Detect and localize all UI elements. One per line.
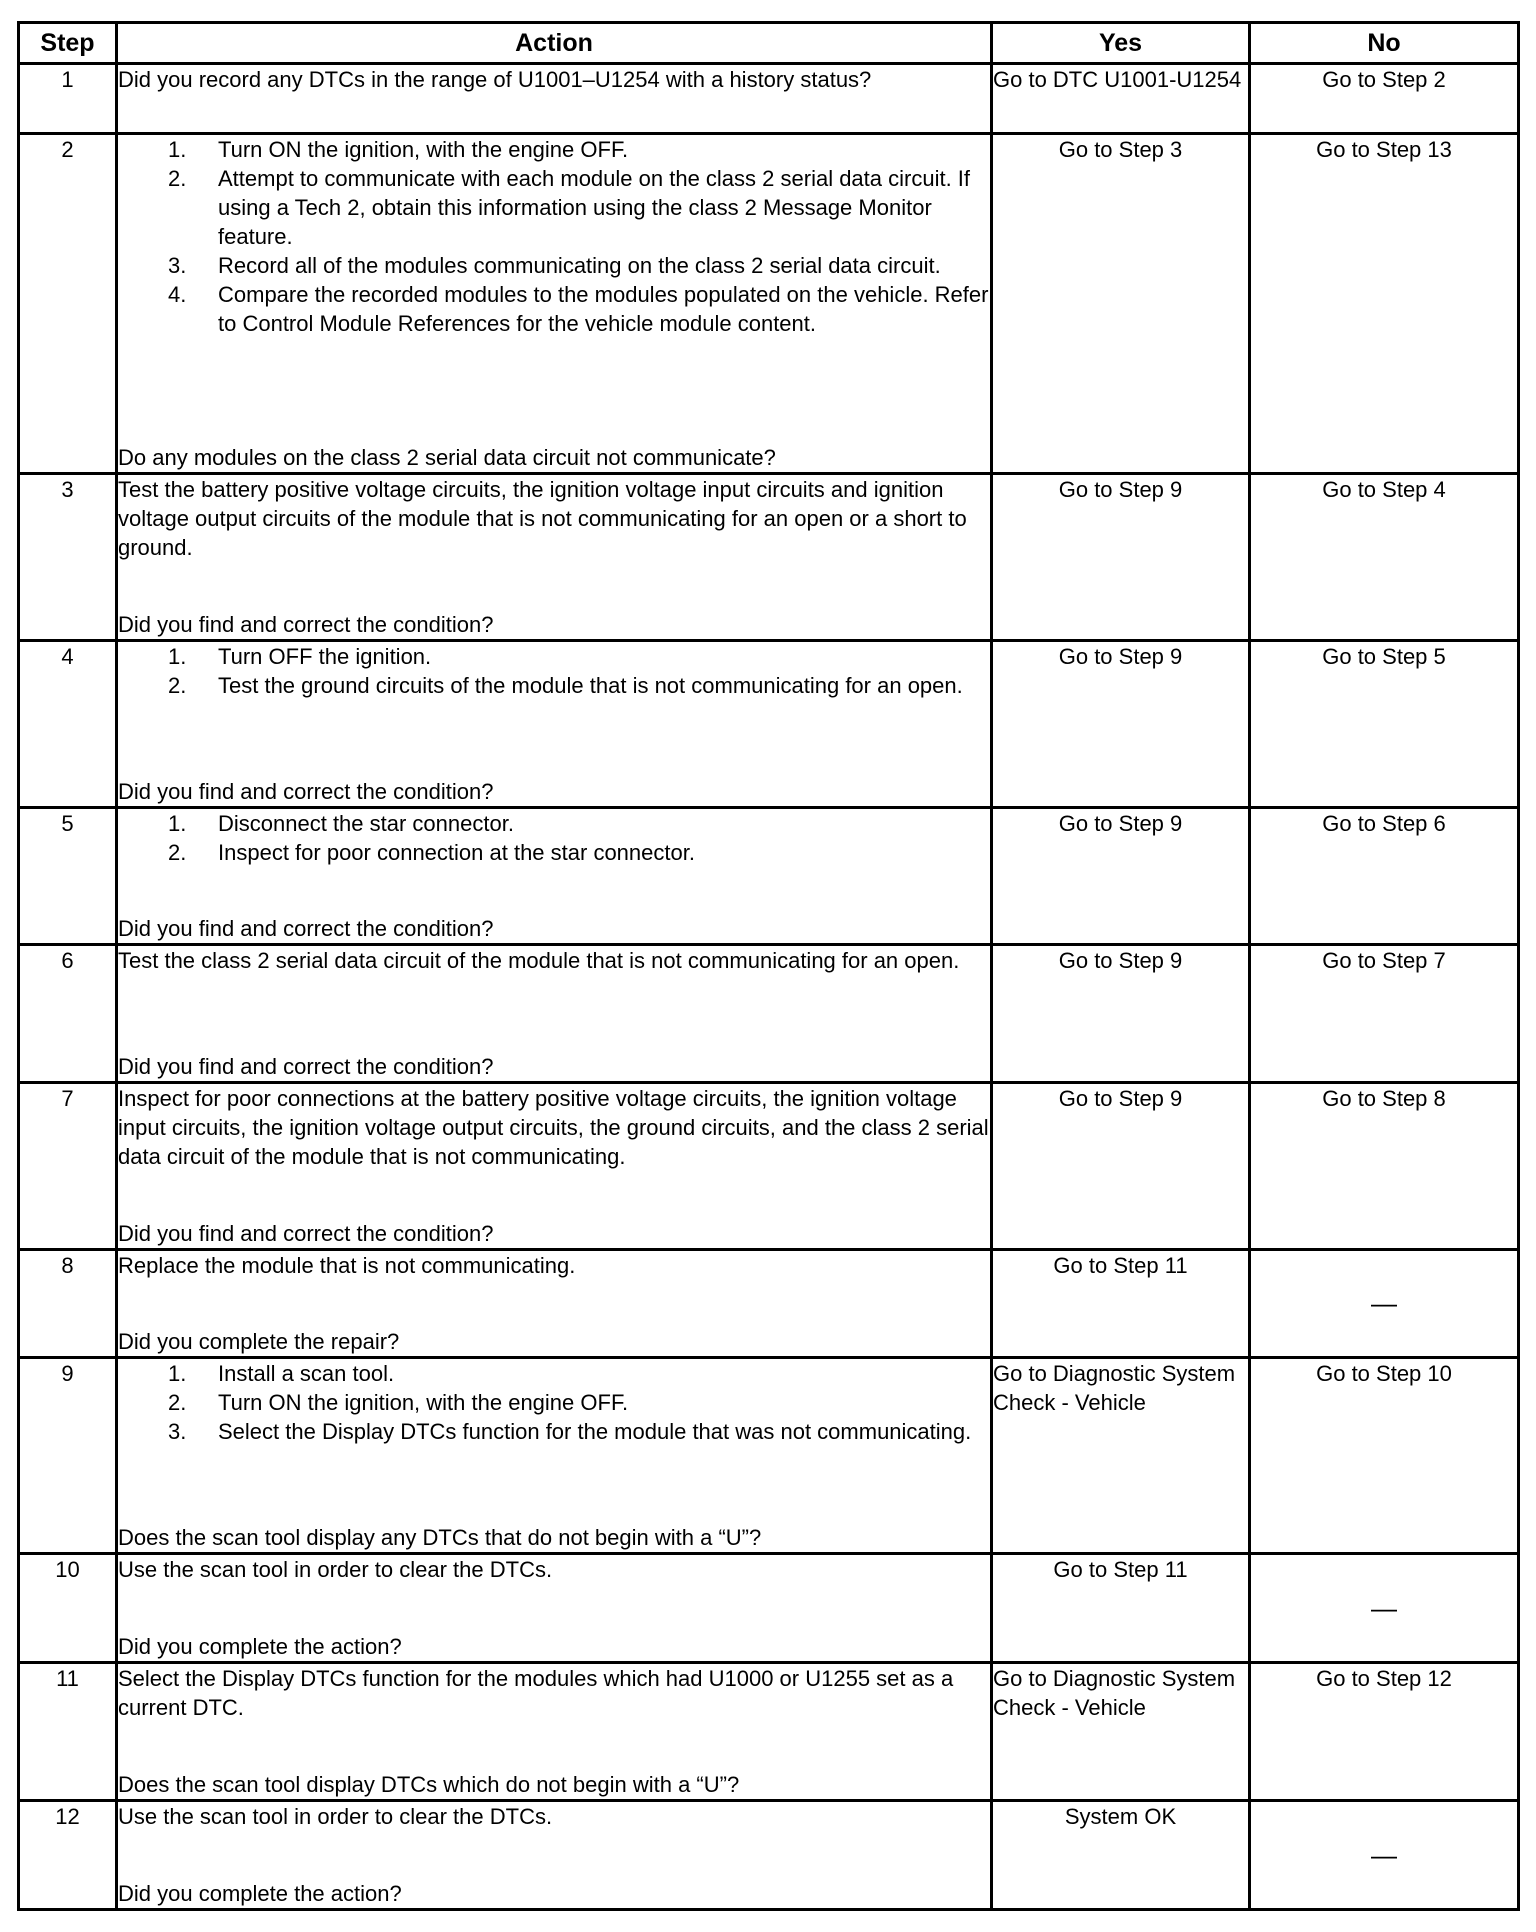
step-number: 12 [19,1801,117,1910]
substep-number: 2. [168,840,187,865]
action-cell [117,1663,992,1801]
substep-number: 3. [168,253,187,278]
substep-text: Turn OFF the ignition. [218,644,432,669]
action-question: Do any modules on the class 2 serial data circuit not communicate? [118,445,776,470]
step-number: 1 [19,64,117,134]
action-question: Did you find and correct the condition? [118,1054,494,1079]
list-item [168,1388,990,1417]
step-number: 4 [19,641,117,808]
action-cell [117,1083,992,1250]
yes-cell: Go to Step 11 [992,1250,1250,1358]
substep-text: Attempt to communicate with each module on the class 2 serial data circuit. If using a Tech 2, obtain this information using the class 2 Message Monitor feature. [218,166,971,249]
table-row [19,64,1519,134]
substep-text: Inspect for poor connection at the star connector. [218,840,695,865]
step-number: 7 [19,1083,117,1250]
list-item [168,671,990,700]
table-row [19,641,1519,808]
yes-cell: Go to Step 9 [992,641,1250,808]
substep-text: Select the Display DTCs function for the module that was not communicating. [218,1419,972,1444]
diagnostic-table [17,21,1520,1911]
action-text: Inspect for poor connections at the battery positive voltage circuits, the ignition voltage input circuits, the ignition voltage output circuits, the ground circuits, and the class 2 serial data circuit of the module that is not communicating. [118,1086,989,1169]
substep-number: 2. [168,1390,187,1415]
substep-text: Record all of the modules communicating on the class 2 serial data circuit. [218,253,941,278]
list-item [168,280,990,338]
action-cell [117,808,992,945]
action-question: Does the scan tool display any DTCs that do not begin with a “U”? [118,1525,762,1550]
action-text: Select the Display DTCs function for the modules which had U1000 or U1255 set as a current DTC. [118,1666,954,1720]
no-cell: — [1250,1250,1519,1358]
action-question: Did you find and correct the condition? [118,916,494,941]
substep-text: Install a scan tool. [218,1361,395,1386]
no-cell: Go to Step 5 [1250,641,1519,808]
action-question: Did you complete the repair? [118,1329,400,1354]
action-question: Does the scan tool display DTCs which do not begin with a “U”? [118,1772,740,1797]
list-item [168,642,990,671]
no-cell: Go to Step 13 [1250,134,1519,474]
substep-text: Turn ON the ignition, with the engine OFF. [218,137,629,162]
table-row [19,945,1519,1083]
table-row [19,474,1519,641]
step-number: 5 [19,808,117,945]
table-row [19,134,1519,474]
yes-cell: Go to Step 9 [992,1083,1250,1250]
action-text: Test the battery positive voltage circuits, the ignition voltage input circuits and ignition voltage output circuits of the module that is not communicating for an open or a short to ground. [118,477,967,560]
substep-list [118,135,990,338]
table-row [19,1358,1519,1554]
table-row [19,1663,1519,1801]
no-cell: Go to Step 12 [1250,1663,1519,1801]
action-cell [117,1554,992,1663]
action-cell [117,1801,992,1910]
action-text: Use the scan tool in order to clear the DTCs. [118,1557,553,1582]
list-item [168,809,990,838]
action-question: Did you complete the action? [118,1634,402,1659]
yes-cell: Go to Step 9 [992,945,1250,1083]
no-cell: Go to Step 2 [1250,64,1519,134]
header-no: No [1250,23,1519,64]
substep-list [118,809,990,867]
action-question: Did you find and correct the condition? [118,612,494,637]
action-cell [117,474,992,641]
substep-text: Turn ON the ignition, with the engine OFF. [218,1390,629,1415]
list-item [168,1359,990,1388]
yes-cell: Go to Step 11 [992,1554,1250,1663]
yes-cell: Go to Step 3 [992,134,1250,474]
no-cell: Go to Step 6 [1250,808,1519,945]
no-cell: Go to Step 7 [1250,945,1519,1083]
yes-cell: Go to Diagnostic System Check - Vehicle [992,1663,1250,1801]
header-row [19,23,1519,64]
action-cell [117,134,992,474]
list-item [168,251,990,280]
list-item [168,164,990,251]
action-cell [117,641,992,808]
table-row [19,1083,1519,1250]
step-number: 9 [19,1358,117,1554]
action-cell [117,1358,992,1554]
no-cell: — [1250,1554,1519,1663]
list-item [168,838,990,867]
step-number: 6 [19,945,117,1083]
no-cell: Go to Step 10 [1250,1358,1519,1554]
header-action: Action [117,23,992,64]
step-number: 10 [19,1554,117,1663]
no-cell: — [1250,1801,1519,1910]
substep-number: 3. [168,1419,187,1444]
substep-number: 2. [168,166,187,191]
step-number: 3 [19,474,117,641]
action-text: Replace the module that is not communicating. [118,1253,576,1278]
substep-list [118,642,990,700]
substep-text: Disconnect the star connector. [218,811,514,836]
substep-number: 1. [168,137,187,162]
action-text: Use the scan tool in order to clear the DTCs. [118,1804,553,1829]
substep-number: 2. [168,673,187,698]
step-number: 11 [19,1663,117,1801]
table-row [19,1250,1519,1358]
action-cell [117,1250,992,1358]
step-number: 8 [19,1250,117,1358]
substep-text: Test the ground circuits of the module that is not communicating for an open. [218,673,963,698]
no-cell: Go to Step 4 [1250,474,1519,641]
action-question: Did you complete the action? [118,1881,402,1906]
action-question: Did you find and correct the condition? [118,1221,494,1246]
header-step: Step [19,23,117,64]
yes-cell: Go to Diagnostic System Check - Vehicle [992,1358,1250,1554]
no-cell: Go to Step 8 [1250,1083,1519,1250]
action-question: Did you record any DTCs in the range of U1001–U1254 with a history status? [118,67,872,92]
list-item [168,135,990,164]
action-question: Did you find and correct the condition? [118,779,494,804]
action-text: Test the class 2 serial data circuit of the module that is not communicating for an open. [118,948,960,973]
substep-number: 4. [168,282,187,307]
header-yes: Yes [992,23,1250,64]
list-item [168,1417,990,1446]
table-row [19,1554,1519,1663]
substep-text: Compare the recorded modules to the modules populated on the vehicle. Refer to Control Module References for the vehicle module content. [218,282,989,336]
action-cell [117,945,992,1083]
substep-number: 1. [168,811,187,836]
substep-list [118,1359,990,1446]
yes-cell: Go to DTC U1001-U1254 [992,64,1250,134]
yes-cell: System OK [992,1801,1250,1910]
step-number: 2 [19,134,117,474]
substep-number: 1. [168,1361,187,1386]
substep-number: 1. [168,644,187,669]
yes-cell: Go to Step 9 [992,808,1250,945]
action-cell [117,64,992,134]
yes-cell: Go to Step 9 [992,474,1250,641]
table-row [19,808,1519,945]
table-row [19,1801,1519,1910]
